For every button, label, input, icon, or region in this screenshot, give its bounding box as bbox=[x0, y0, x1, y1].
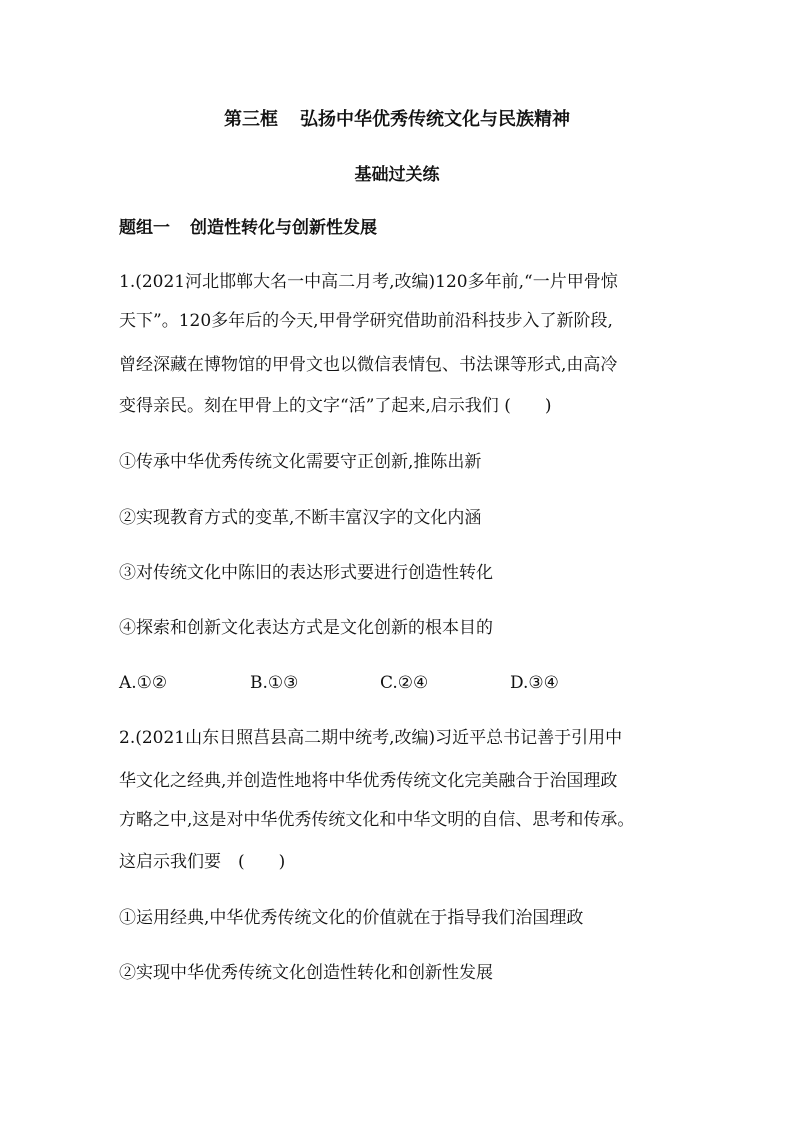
q1-option-c: C.②④ bbox=[380, 673, 429, 693]
q1-item-3: ③对传统文化中陈旧的表达形式要进行创造性转化 bbox=[119, 563, 493, 583]
page-title bbox=[0, 105, 794, 131]
q2-stem-line-1: 2.(2021山东日照莒县高二期中统考,改编)习近平总书记善于引用中 bbox=[119, 728, 623, 748]
q2-item-1: ①运用经典,中华优秀传统文化的价值就在于指导我们治国理政 bbox=[119, 908, 584, 928]
q1-option-d: D.③④ bbox=[510, 673, 559, 693]
q1-stem-line-4: 变得亲民。刻在甲骨上的文字“活”了起来,启示我们 ( ) bbox=[119, 396, 552, 416]
q1-item-1: ①传承中华优秀传统文化需要守正创新,推陈出新 bbox=[119, 452, 482, 472]
title-topic: 弘扬中华优秀传统文化与民族精神 bbox=[300, 109, 570, 130]
title-lesson: 第三框 bbox=[224, 109, 278, 130]
q1-stem-line-2: 天下”。120多年后的今天,甲骨学研究借助前沿科技步入了新阶段, bbox=[119, 311, 613, 331]
q2-stem-line-2: 华文化之经典,并创造性地将中华优秀传统文化完美融合于治国理政 bbox=[119, 771, 618, 791]
q1-stem-line-1: 1.(2021河北邯郸大名一中高二月考,改编)120多年前,“一片甲骨惊 bbox=[119, 272, 618, 292]
q2-stem-line-4: 这启示我们要 ( ) bbox=[119, 852, 286, 872]
page-subtitle: 基础过关练 bbox=[354, 165, 440, 185]
q2-stem-line-3: 方略之中,这是对中华优秀传统文化和中华文明的自信、思考和传承。 bbox=[119, 810, 635, 830]
q1-stem-line-3: 曾经深藏在博物馆的甲骨文也以微信表情包、书法课等形式,由高冷 bbox=[119, 355, 618, 375]
section-topic: 创造性转化与创新性发展 bbox=[190, 218, 377, 238]
q1-option-b: B.①③ bbox=[250, 673, 299, 693]
section-heading bbox=[119, 217, 377, 239]
q1-item-4: ④探索和创新文化表达方式是文化创新的根本目的 bbox=[119, 618, 493, 638]
q1-option-a: A.①② bbox=[119, 673, 168, 693]
q1-item-2: ②实现教育方式的变革,不断丰富汉字的文化内涵 bbox=[119, 508, 482, 528]
section-label: 题组一 bbox=[119, 218, 170, 238]
q2-item-2: ②实现中华优秀传统文化创造性转化和创新性发展 bbox=[119, 963, 493, 983]
